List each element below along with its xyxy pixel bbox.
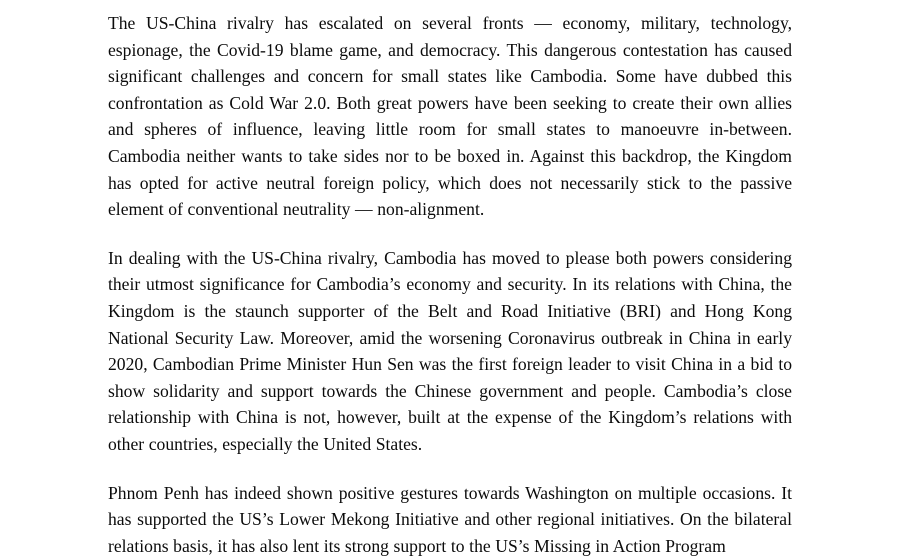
document-text-body [108,10,792,559]
paragraph-3: Phnom Penh has indeed shown positive gestures towards Washington on multiple occasions. It has supported the US’s Lower Mekong Initiative and other regional initiatives. On the bilateral relations basis, it has also lent its strong support to the US’s Missing in Action Program [108,480,792,559]
paragraph-2: In dealing with the US-China rivalry, Cambodia has moved to please both powers considering their utmost significance for Cambodia’s economy and security. In its relations with China, the Kingdom is the staunch supporter of the Belt and Road Initiative (BRI) and Hong Kong National Security Law. Moreover, amid the worsening Coronavirus outbreak in China in early 2020, Cambodian Prime Minister Hun Sen was the first foreign leader to visit China in a bid to show solidarity and support towards the Chinese government and people. Cambodia’s close relationship with China is not, however, built at the expense of the Kingdom’s relations with other countries, especially the United States. [108,245,792,458]
paragraph-1: The US-China rivalry has escalated on several fronts — economy, military, technology, espionage, the Covid-19 blame game, and democracy. This dangerous contestation has caused significant challenges and concern for small states like Cambodia. Some have dubbed this confrontation as Cold War 2.0. Both great powers have been seeking to create their own allies and spheres of influence, leaving little room for small states to manoeuvre in-between. Cambodia neither wants to take sides nor to be boxed in. Against this backdrop, the Kingdom has opted for active neutral foreign policy, which does not necessarily stick to the passive element of conventional neutrality — non-alignment. [108,10,792,223]
